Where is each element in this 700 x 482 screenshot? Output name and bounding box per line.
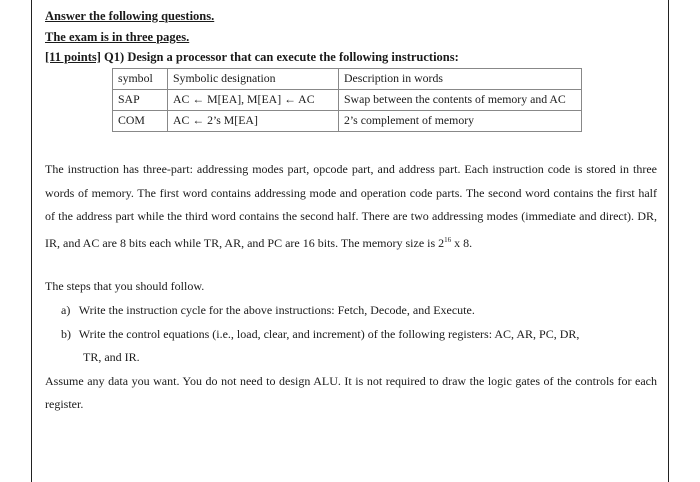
exam-content xyxy=(45,4,661,417)
table-row xyxy=(113,90,582,111)
memory-size-base: 2 xyxy=(438,235,445,250)
question-points: [11 points] xyxy=(45,50,101,64)
row-description: Swap between the contents of memory and AC xyxy=(339,90,582,111)
step-a-text: Write the instruction cycle for the above instructions: Fetch, Decode, and Execute. xyxy=(78,302,475,317)
row-description: 2’s complement of memory xyxy=(339,111,582,132)
exam-page xyxy=(31,0,669,482)
paragraph-text: The instruction has three-part: addressing modes part, opcode part, and address part. Each instruction code is stored in three words of memory. The first word contains addressing mode and operation code parts. The second word contains the first half of the address part while the third word contains the second half. There are two addressing modes (immediate and direct). DR, IR, and AC are 8 bits each while TR, AR, and PC are 16 bits. The memory size is xyxy=(45,162,657,250)
row-symbolic: AC ← 2’s M[EA] xyxy=(168,111,339,132)
step-b-continuation: TR, and IR. xyxy=(83,350,140,365)
closing-note: Assume any data you want. You do not need to design ALU. It is not required to draw the logic gates of the controls for each register. xyxy=(45,373,657,412)
row-symbol: COM xyxy=(113,111,168,132)
step-b xyxy=(45,323,661,347)
row-symbol: SAP xyxy=(113,90,168,111)
row-symbolic: AC ← M[EA], M[EA] ← AC xyxy=(168,90,339,111)
step-b-text: Write the control equations (i.e., load, clear, and increment) of the following registers: AC, AR, PC, DR, xyxy=(78,326,580,341)
step-b-label: b) xyxy=(61,326,71,341)
memory-size-suffix: x 8. xyxy=(454,235,473,250)
memory-size-exponent: 16 xyxy=(444,235,452,244)
header-description: Description in words xyxy=(339,69,582,90)
header-symbol: symbol xyxy=(113,69,168,90)
instruction-table xyxy=(112,68,582,132)
step-a-label: a) xyxy=(61,302,71,317)
table-row xyxy=(113,111,582,132)
step-a xyxy=(45,299,661,323)
pages-note: The exam is in three pages. xyxy=(45,30,190,44)
instructions-heading: Answer the following questions. xyxy=(45,9,215,23)
question-text: Design a processor that can execute the following instructions: xyxy=(127,50,459,64)
steps-intro: The steps that you should follow. xyxy=(45,279,205,294)
table-header-row xyxy=(113,69,582,90)
header-symbolic-designation: Symbolic designation xyxy=(168,69,339,90)
question-label: Q1) xyxy=(104,50,125,64)
instruction-format-paragraph xyxy=(45,158,657,255)
question-title xyxy=(45,50,661,65)
